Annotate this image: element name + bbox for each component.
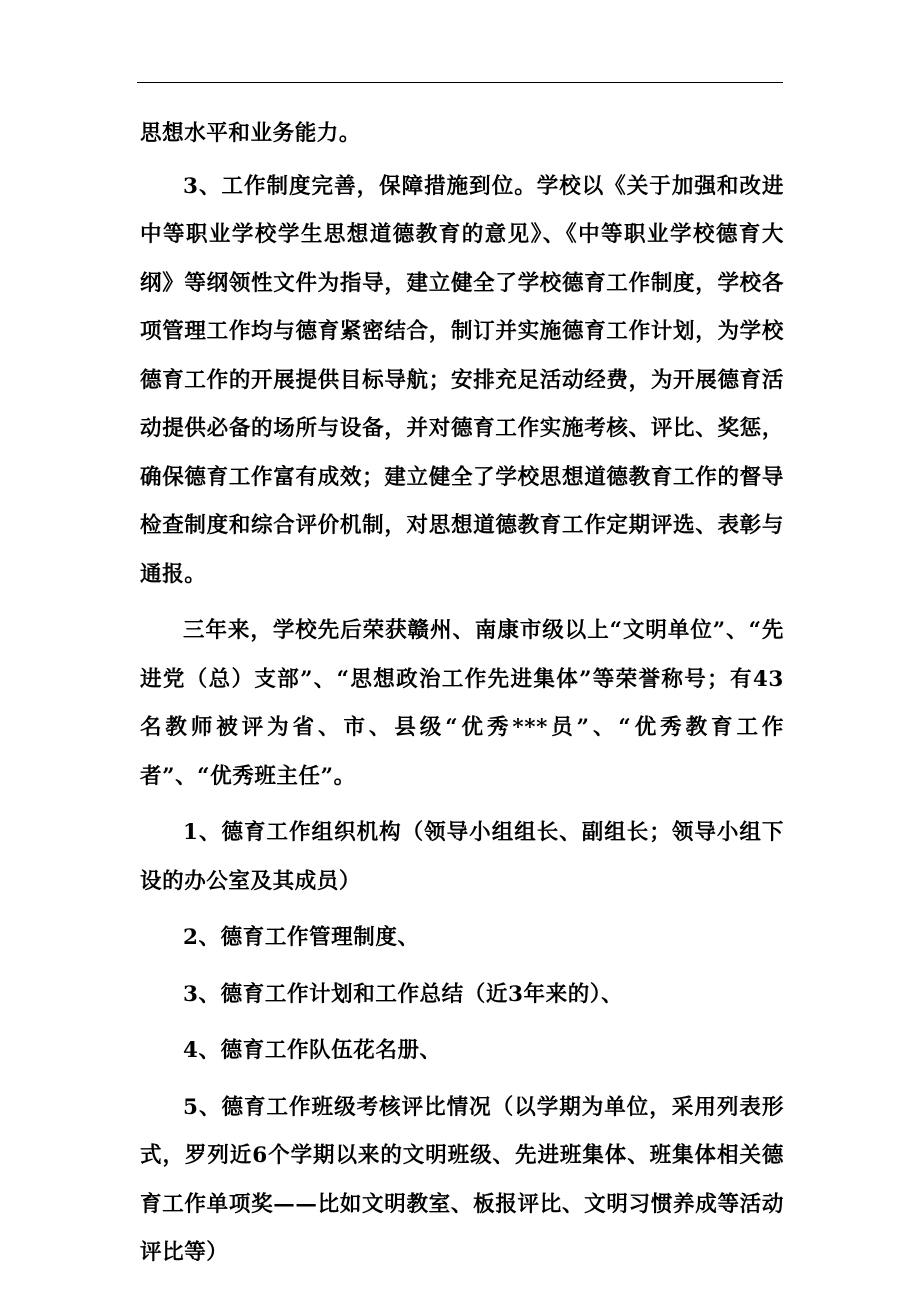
list-item-management-system: 2、德育工作管理制度、	[183, 925, 420, 950]
list-item-plans-summaries: 3、德育工作计划和工作总结（近3年来的）、	[183, 981, 624, 1007]
header-rule	[137, 82, 783, 83]
list-item-class-evaluation: 5、德育工作班级考核评比情况（以学期为单位，采用列表形式，罗列近6个学期以来的文明班级、先进班集体、班集体相关德育工作单项奖——比如文明教室、板报评比、文明习惯养成等活动评比等）	[140, 1094, 784, 1265]
paragraph-continuation: 思想水平和业务能力。	[140, 121, 362, 146]
document-body	[140, 110, 784, 1278]
paragraph-honors: 三年来，学校先后荣获赣州、南康市级以上“文明单位”、“先进党（总）支部”、“思想政治工作先进集体”等荣誉称号；有43名教师被评为省、市、县级“优秀***员”、“优秀教育工作者”、“优秀班主任”。	[140, 618, 784, 789]
paragraph-system-measures: 3、工作制度完善，保障措施到位。学校以《关于加强和改进中等职业学校学生思想道德教育的意见》、《中等职业学校德育大纲》等纲领性文件为指导，建立健全了学校德育工作制度，学校各项管理工作均与德育紧密结合，制订并实施德育工作计划，为学校德育工作的开展提供目标导航；安排充足活动经费，为开展德育活动提供必备的场所与设备，并对德育工作实施考核、评比、奖惩，确保德育工作富有成效；建立健全了学校思想道德教育工作的督导检查制度和综合评价机制，对思想道德教育工作定期评选、表彰与通报。	[140, 173, 784, 587]
list-item-staff-roster: 4、德育工作队伍花名册、	[183, 1038, 442, 1063]
list-item-organization: 1、德育工作组织机构（领导小组组长、副组长；领导小组下设的办公室及其成员）	[140, 820, 784, 894]
